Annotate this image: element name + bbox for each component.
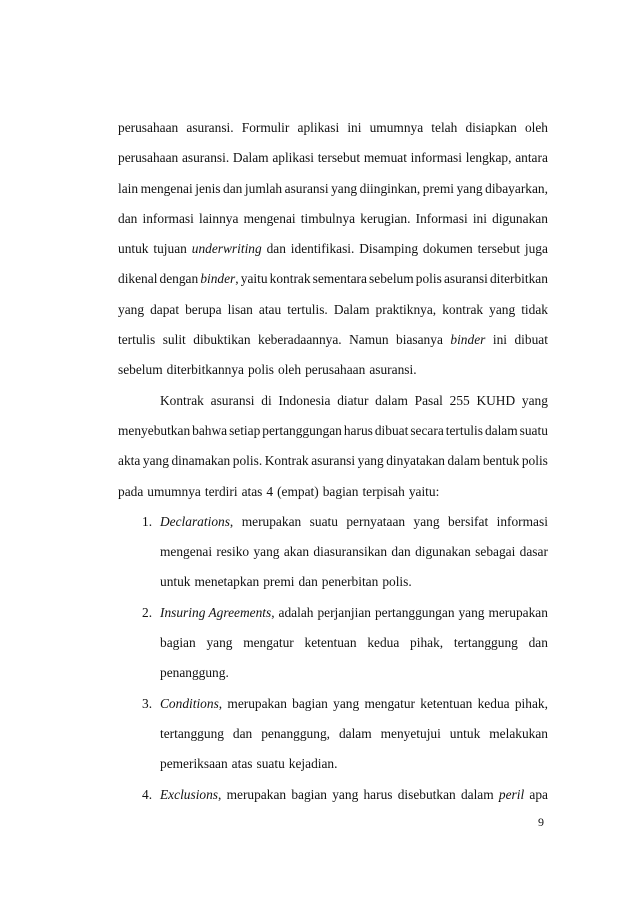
- text-line: [118, 300, 548, 330]
- word: dalam: [338, 725, 372, 741]
- word: memuat: [363, 150, 407, 166]
- text-line: [118, 118, 548, 148]
- word: Namun: [349, 332, 389, 348]
- body-text: [118, 118, 548, 815]
- word: Formulir: [241, 120, 290, 135]
- word: bagian: [160, 635, 196, 651]
- word: yang: [118, 301, 145, 317]
- text-line: [118, 391, 548, 421]
- word: ini: [472, 210, 487, 226]
- word: mengenai: [140, 180, 193, 196]
- word: disebutkan: [397, 786, 456, 802]
- word: tertulis: [118, 332, 156, 348]
- word: perusahaan: [305, 362, 366, 378]
- word: resiko: [216, 544, 250, 560]
- word: premi: [422, 180, 455, 196]
- word: 255: [449, 392, 470, 408]
- text-line: [118, 421, 548, 451]
- word: Dalam: [232, 150, 269, 166]
- word: aplikasi: [272, 150, 314, 166]
- word: jenis: [195, 180, 221, 196]
- word: diinginkan,: [359, 180, 421, 196]
- word: Indonesia: [278, 392, 331, 408]
- word: dalam: [447, 453, 481, 469]
- word: tertanggung: [453, 635, 518, 651]
- word: untuk: [449, 725, 481, 741]
- list-item-line: [118, 785, 548, 815]
- word: (empat): [277, 483, 319, 499]
- word: perjanjian: [317, 604, 371, 620]
- word: yang: [357, 453, 384, 469]
- word: tertulis: [445, 422, 483, 438]
- word: untuk: [160, 574, 191, 590]
- word: lain: [118, 180, 139, 196]
- word: polis: [247, 362, 275, 378]
- word: dan: [528, 635, 548, 651]
- word: biasanya: [396, 332, 443, 348]
- word: atas: [241, 483, 263, 499]
- word: polis.: [232, 453, 263, 469]
- word: secara: [410, 422, 444, 438]
- word: juga: [524, 241, 548, 257]
- word: penanggung.: [160, 665, 229, 681]
- list-number: 3.: [142, 695, 153, 711]
- word: yang: [142, 453, 169, 469]
- word: perusahaan: [118, 120, 179, 135]
- word: dalam: [484, 422, 518, 438]
- word: dan: [391, 544, 411, 560]
- word: polis: [415, 271, 442, 287]
- word: Informasi: [415, 210, 468, 226]
- text-line: [118, 269, 548, 299]
- list-number: 1.: [142, 513, 153, 529]
- word: polis.: [382, 574, 412, 590]
- word: binder,: [200, 271, 239, 287]
- word: dikenal: [118, 271, 158, 287]
- word: pertanggungan: [374, 604, 455, 620]
- word: informasi: [410, 150, 462, 166]
- list-item-line: [118, 694, 548, 724]
- word: Insuring Agreements,: [160, 604, 275, 620]
- word: dibuktikan: [193, 332, 251, 348]
- list-item-line: [118, 512, 548, 542]
- word: diatur: [337, 392, 369, 408]
- word: disiapkan: [465, 120, 517, 135]
- word: bentuk: [482, 453, 520, 469]
- word: akta: [118, 453, 141, 469]
- word: merupakan: [241, 513, 302, 529]
- word: penanggung,: [261, 725, 330, 741]
- word: perusahaan: [118, 150, 179, 166]
- word: bahwa: [192, 422, 228, 438]
- word: Disamping: [359, 241, 419, 257]
- list-item-line: [118, 724, 548, 754]
- word: suatu: [519, 422, 548, 438]
- text-line: [118, 179, 548, 209]
- word: menyebutkan: [118, 422, 191, 438]
- word: mengatur: [364, 695, 416, 711]
- word: yang: [458, 604, 485, 620]
- word: bagian: [322, 483, 359, 499]
- word: sebagai: [475, 544, 516, 560]
- word: terpisah: [362, 483, 405, 499]
- list-item-line: [118, 572, 548, 602]
- word: berupa: [185, 301, 222, 317]
- word: dinyatakan: [386, 453, 445, 469]
- word: bersifat: [448, 513, 489, 529]
- word: Pasal: [414, 392, 443, 408]
- word: kerugian.: [360, 210, 411, 226]
- word: merupakan: [227, 695, 287, 711]
- word: melakukan: [489, 725, 548, 741]
- word: pemeriksaan: [160, 756, 228, 772]
- word: asuransi.: [186, 120, 234, 135]
- word: tujuan: [153, 241, 187, 257]
- list-number: 2.: [142, 604, 153, 620]
- word: umumnya: [369, 120, 424, 135]
- text-line: [118, 239, 548, 269]
- word: bagian: [291, 786, 328, 802]
- word: pihak,: [514, 695, 548, 711]
- word: apa: [529, 786, 548, 802]
- word: sulit: [162, 332, 186, 348]
- word: yang: [489, 301, 516, 317]
- word: yang: [253, 544, 280, 560]
- word: premi: [263, 574, 295, 590]
- list-item-line: [118, 603, 548, 633]
- word: digunakan: [492, 210, 548, 226]
- word: praktiknya,: [375, 301, 437, 317]
- word: dokumen: [422, 241, 473, 257]
- list-number: 4.: [142, 786, 153, 802]
- word: asuransi: [311, 453, 356, 469]
- word: dan: [298, 574, 318, 590]
- word: Conditions,: [160, 695, 223, 711]
- word: dengan: [159, 271, 199, 287]
- word: untuk: [118, 241, 149, 257]
- word: pada: [118, 483, 144, 499]
- word: dan: [223, 180, 243, 196]
- text-line: [118, 330, 548, 360]
- word: diterbitkan: [489, 271, 548, 287]
- list-item-line: [118, 663, 548, 693]
- word: timbulnya: [300, 210, 356, 226]
- word: dapat: [150, 301, 180, 317]
- word: merupakan: [488, 604, 548, 620]
- word: telah: [431, 120, 458, 135]
- word: mengatur: [243, 635, 294, 651]
- word: yang: [521, 392, 548, 408]
- word: tersebut: [317, 150, 361, 166]
- word: polis: [521, 453, 548, 469]
- word: dibayarkan,: [485, 180, 548, 196]
- word: sementara: [312, 271, 367, 287]
- word: tertulis.: [287, 301, 328, 317]
- word: dinamakan: [171, 453, 231, 469]
- word: diterbitkannya: [166, 362, 244, 378]
- word: dan: [118, 210, 138, 226]
- word: pertanggungan: [262, 422, 342, 438]
- word: menetapkan: [194, 574, 260, 590]
- word: lainnya: [198, 210, 239, 226]
- word: yang: [413, 513, 440, 529]
- word: asuransi: [443, 271, 488, 287]
- list-item-line: [118, 542, 548, 572]
- word: asuransi: [210, 392, 255, 408]
- word: peril: [498, 786, 525, 802]
- word: dan: [232, 725, 253, 741]
- word: Exclusions,: [160, 786, 222, 802]
- word: suatu: [309, 513, 338, 529]
- word: asuransi.: [369, 362, 417, 378]
- word: Kontrak: [160, 392, 204, 408]
- word: sebelum: [118, 362, 163, 378]
- word: terdiri: [204, 483, 238, 499]
- word: mengenai: [243, 210, 296, 226]
- word: oleh: [524, 120, 548, 135]
- word: binder: [450, 332, 486, 348]
- page-number: 9: [538, 815, 544, 829]
- word: ini: [492, 332, 507, 348]
- word: dalam: [460, 786, 494, 802]
- word: lengkap,: [465, 150, 512, 166]
- word: kedua: [477, 695, 510, 711]
- word: penerbitan: [321, 574, 379, 590]
- word: merupakan: [226, 786, 287, 802]
- text-line: [118, 148, 548, 178]
- list-item-line: [118, 754, 548, 784]
- word: setiap: [229, 422, 261, 438]
- word: di: [261, 392, 272, 408]
- text-line: [118, 360, 548, 390]
- word: informasi: [142, 210, 194, 226]
- word: underwriting: [191, 241, 262, 257]
- word: jumlah: [244, 180, 283, 196]
- word: dibuat: [514, 332, 548, 348]
- word: yaitu: [240, 271, 268, 287]
- word: 4: [266, 483, 274, 499]
- word: dan: [266, 241, 286, 257]
- word: atau: [258, 301, 282, 317]
- word: yang: [331, 180, 358, 196]
- word: tertanggung: [160, 725, 224, 741]
- word: dasar: [519, 544, 548, 560]
- word: asuransi: [284, 180, 329, 196]
- word: informasi: [496, 513, 548, 529]
- word: adalah: [278, 604, 314, 620]
- word: yang: [332, 786, 359, 802]
- word: atas: [231, 756, 253, 772]
- word: asuransi.: [181, 150, 230, 166]
- word: keberadaannya.: [258, 332, 342, 348]
- word: Declarations,: [160, 513, 234, 529]
- word: ketentuan: [304, 635, 357, 651]
- word: sebelum: [369, 271, 414, 287]
- word: tidak: [521, 301, 548, 317]
- word: kontrak: [442, 301, 484, 317]
- word: yang: [333, 695, 360, 711]
- word: diasuransikan: [313, 544, 388, 560]
- word: kejadian.: [288, 756, 338, 772]
- word: oleh: [278, 362, 302, 378]
- word: Kontrak: [264, 453, 309, 469]
- word: lisan: [227, 301, 253, 317]
- word: aplikasi: [297, 120, 340, 135]
- word: harus: [343, 422, 373, 438]
- word: antara: [515, 150, 548, 166]
- word: pernyataan: [346, 513, 406, 529]
- word: kedua: [367, 635, 400, 651]
- word: mengenai: [160, 544, 213, 560]
- word: KUHD: [476, 392, 516, 408]
- word: harus: [363, 786, 393, 802]
- word: bagian: [292, 695, 328, 711]
- list-item-line: [118, 633, 548, 663]
- word: digunakan: [415, 544, 471, 560]
- text-line: [118, 209, 548, 239]
- word: menyetujui: [380, 725, 441, 741]
- word: yang: [456, 180, 483, 196]
- word: Dalam: [333, 301, 370, 317]
- word: suatu: [256, 756, 285, 772]
- word: umumnya: [147, 483, 201, 499]
- text-line: [118, 451, 548, 481]
- word: ini: [347, 120, 362, 135]
- word: akan: [283, 544, 310, 560]
- text-line: [118, 482, 548, 512]
- word: identifikasi.: [290, 241, 355, 257]
- word: yang: [206, 635, 233, 651]
- word: dalam: [375, 392, 408, 408]
- word: kontrak: [269, 271, 311, 287]
- word: dibuat: [374, 422, 409, 438]
- word: ketentuan: [420, 695, 473, 711]
- word: tersebut: [477, 241, 521, 257]
- word: pihak,: [410, 635, 444, 651]
- word: yaitu:: [408, 483, 440, 499]
